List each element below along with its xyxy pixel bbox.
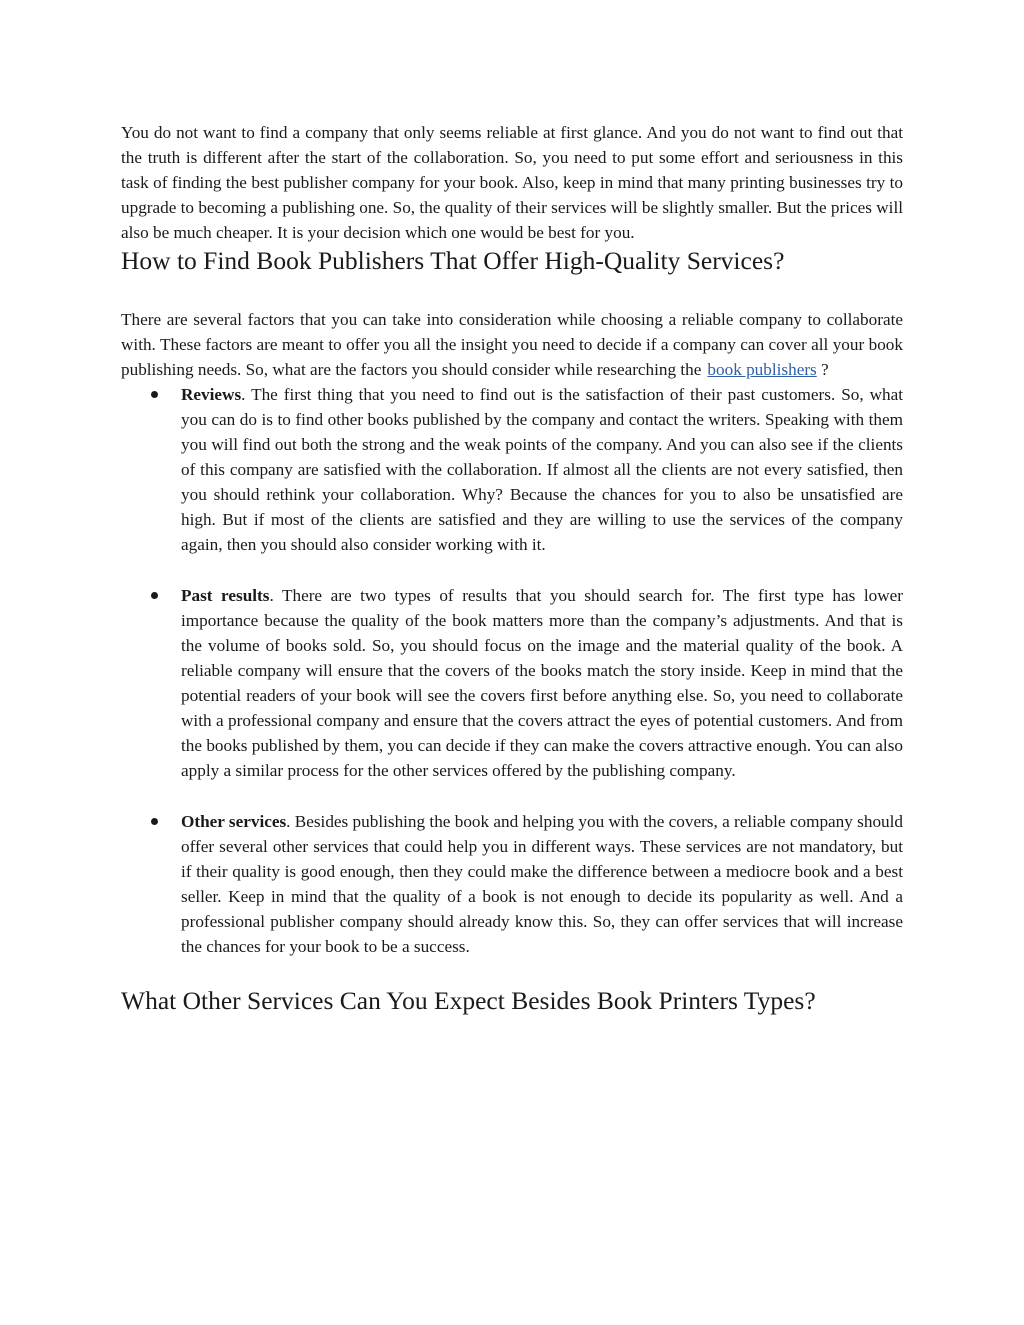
list-item-text: . Besides publishing the book and helping you with the covers, a reliable company should offer several other services that could help you in different ways. These services are not mandatory, but if their quality is good enough, then they could make the difference between a mediocre book and a best seller. Keep in mind that the quality of a book is not enough to decide its popularity as well. And a professional publisher company should already know this. So, they can offer services that will increase the chances for your book to be a success. (181, 812, 904, 956)
factors-list (121, 382, 903, 959)
list-item-text: . The first thing that you need to find out is the satisfaction of their past customers. So, what you can do is to find other books published by the company and contact the writers. Speaking with them you will find out both the strong and the weak points of the company. And you can also see if the clients of this company are satisfied with the collaboration. If almost all the clients are not every satisfied, then you should rethink your collaboration. Why? Because the chances for you to also be unsatisfied are high. But if most of the clients are satisfied and they are willing to use the services of the company again, then you should also consider working with it. (181, 385, 903, 554)
bullet-icon (151, 592, 158, 599)
list-item-text: . There are two types of results that you should search for. The first type has lower importance because the quality of the book matters more than the company’s adjustments. And that is the volume of books sold. So, you should focus on the image and the material quality of the book. A reliable company will ensure that the covers of the books match the story inside. Keep in mind that the potential readers of your book will see the covers first before anything else. So, you need to collaborate with a professional company and ensure that the covers attract the eyes of potential customers. And from the books published by them, you can decide if they can make the covers attractive enough. You can also apply a similar process for the other services offered by the publishing company. (181, 586, 904, 780)
list-item-other-services (121, 809, 903, 959)
factors-paragraph (121, 307, 903, 382)
list-item-past-results (121, 583, 903, 783)
bullet-icon (151, 818, 158, 825)
list-item-body (181, 809, 903, 959)
list-item-term: Other services (181, 812, 287, 831)
list-item-body (181, 583, 903, 783)
document-page (121, 120, 903, 1017)
heading-other-services: What Other Services Can You Expect Besides Book Printers Types? (121, 986, 816, 1015)
factors-text-end: ? (816, 360, 829, 379)
factors-text: There are several factors that you can take into consideration while choosing a reliable company to collaborate with. These factors are meant to offer you all the insight you need to decide if a company can cover all your book publishing needs. So, what are the factors you should consider while researching the (121, 310, 903, 379)
book-publishers-link[interactable]: book publishers (707, 360, 817, 379)
list-item-term: Past results (181, 586, 270, 605)
list-item-term: Reviews (181, 385, 242, 404)
heading-find-publishers: How to Find Book Publishers That Offer High-Quality Services? (121, 246, 785, 275)
intro-paragraph: You do not want to find a company that only seems reliable at first glance. And you do not want to find out that the truth is different after the start of the collaboration. So, you need to put some effort and seriousness in this task of finding the best publisher company for your book. Also, keep in mind that many printing businesses try to upgrade to becoming a publishing one. So, the quality of their services will be slightly smaller. But the prices will also be much cheaper. It is your decision which one would be best for you. (121, 123, 903, 242)
list-item-body (181, 382, 903, 557)
bullet-icon (151, 391, 158, 398)
list-item-reviews (121, 382, 903, 557)
